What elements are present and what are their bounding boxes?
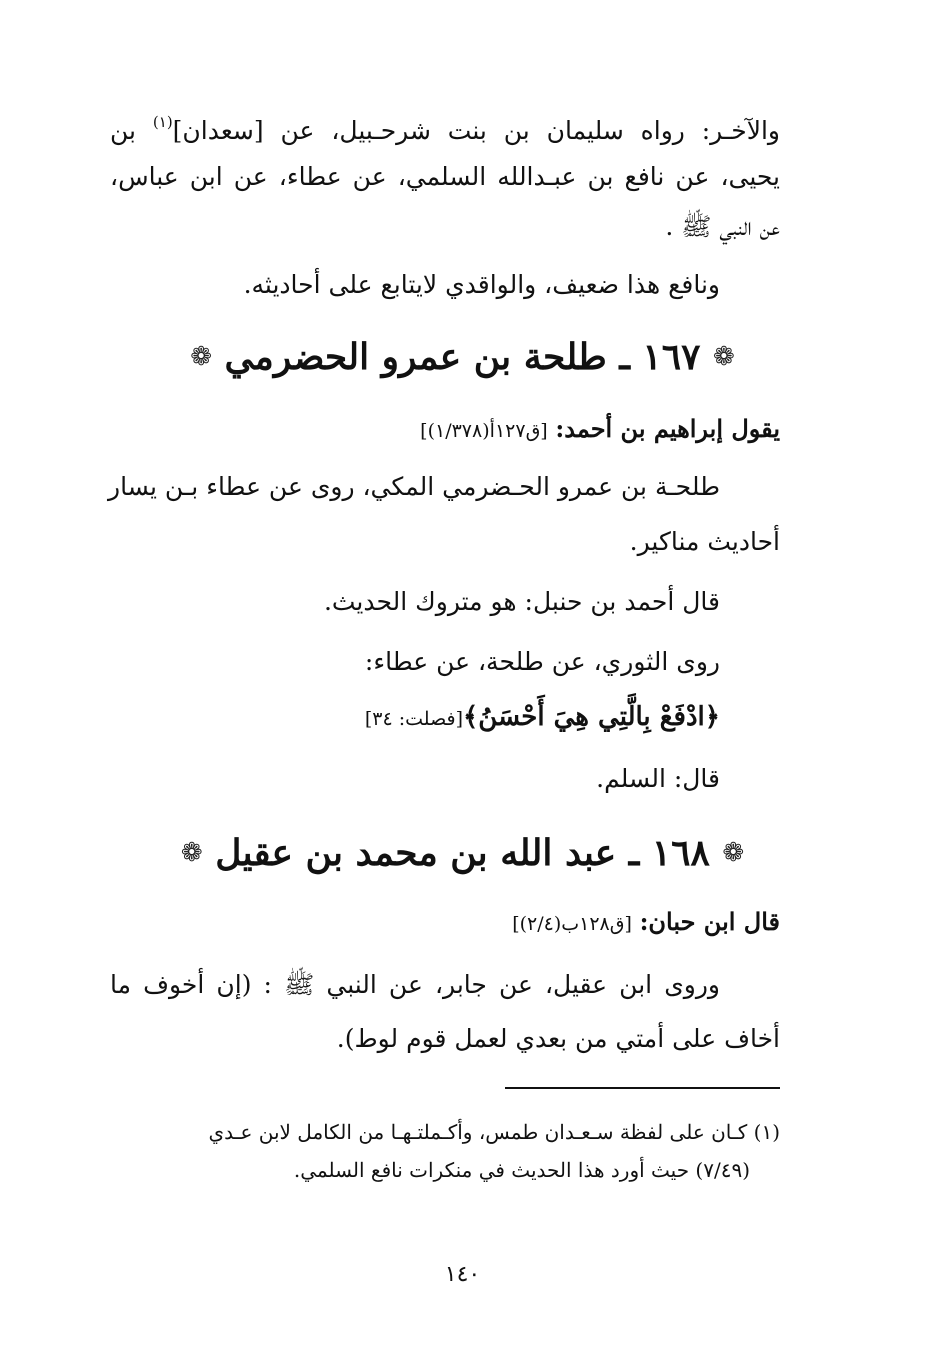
heading-text: ١٦٧ ـ طلحة بن عمرو الحضرمي	[224, 336, 701, 378]
ornament-icon: ❁	[180, 838, 203, 868]
verse-reference: [فصلت: ٣٤]	[364, 708, 464, 730]
ornament-icon: ❁	[190, 342, 212, 372]
subheading-label: يقول إبراهيم بن أحمد:	[555, 414, 780, 443]
manuscript-reference: [ق١٢٨ب(٢/٤)]	[512, 913, 632, 935]
entry-heading-168	[0, 829, 925, 877]
paragraph-line: وروى ابن عقيل، عن جابر، عن النبي ﷺ : (إن أخوف ما	[110, 970, 720, 999]
quran-verse: ﴿ادْفَعْ بِالَّتِي هِيَ أَحْسَنُ﴾	[463, 702, 720, 732]
heading-text: ١٦٨ ـ عبد الله بن محمد بن عقيل	[215, 832, 710, 874]
paragraph-line: قال: السلم.	[596, 764, 720, 793]
ornament-icon: ❁	[722, 838, 745, 868]
footnote-line: (١) كـان على لفظة سـعـدان طمس، وأكـملتـهـا من الكامل لابن عـدي	[208, 1120, 780, 1144]
paragraph-line: طلحـة بن عمرو الحـضرمي المكي، روى عن عطاء بـن يسار	[108, 472, 720, 501]
footnote-divider	[505, 1087, 780, 1089]
subheading-label: قال ابن حبان:	[639, 907, 780, 936]
source-subheading	[420, 412, 780, 448]
page-number: ١٤٠	[444, 1262, 481, 1287]
entry-heading-167	[0, 333, 925, 381]
ornament-icon: ❁	[712, 342, 735, 372]
paragraph-line: يحيى، عن نافع بن عبـدالله السلمي، عن عطاء، عن ابن عباس،	[110, 162, 780, 191]
manuscript-reference: [ق١٢٧أ(١/٣٧٨)]	[420, 420, 548, 442]
paragraph-line: أخاف على أمتي من بعدي لعمل قوم لوط).	[336, 1024, 780, 1053]
paragraph-line: عن النبي ﷺ .	[665, 212, 780, 241]
paragraph-line: ونافع هذا ضعيف، والواقدي لايتابع على أحاديثه.	[243, 270, 720, 299]
text-span: والآخـر: رواه سليمان بن بنت شرحـبيل، عن [سعدان]	[172, 116, 781, 145]
quran-verse-line	[365, 700, 720, 736]
paragraph-line	[110, 105, 780, 148]
paragraph-line: روى الثوري، عن طلحة، عن عطاء:	[364, 647, 720, 676]
footnote-line: (٧/٤٩) حيث أورد هذا الحديث في منكرات نافع السلمي.	[293, 1158, 750, 1182]
footnote-marker[interactable]: (١)	[152, 113, 173, 131]
text-span: بن	[110, 116, 136, 145]
source-subheading	[512, 905, 780, 941]
paragraph-line: أحاديث مناكير.	[629, 527, 780, 556]
paragraph-line: قال أحمد بن حنبل: هو متروك الحديث.	[323, 587, 720, 616]
